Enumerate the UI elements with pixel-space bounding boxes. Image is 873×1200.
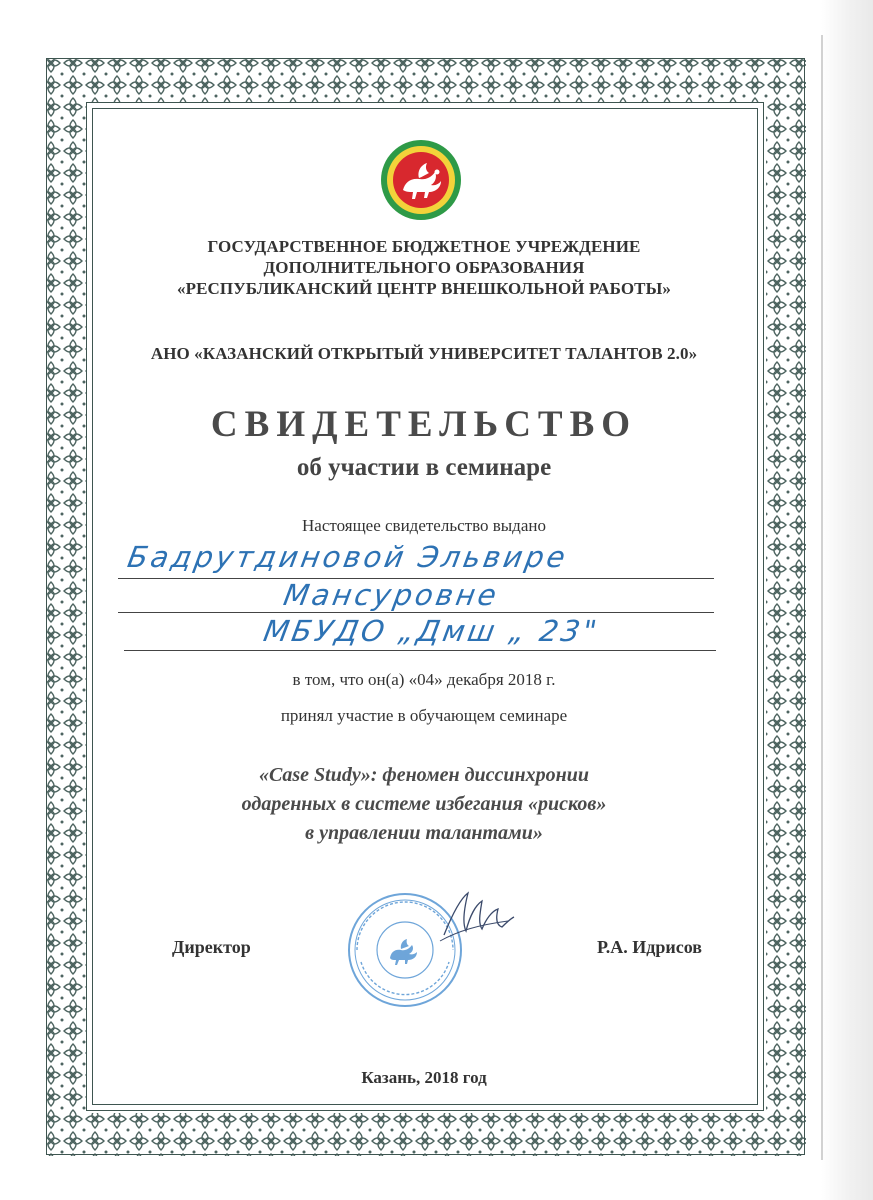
recipient-name-line-1: Бадрутдиновой Эльвире	[125, 540, 571, 574]
tatarstan-emblem-icon	[379, 138, 463, 222]
scan-edge	[821, 0, 873, 1200]
partner-organization: АНО «КАЗАНСКИЙ ОТКРЫТЫЙ УНИВЕРСИТЕТ ТАЛАНТОВ 2.0»	[150, 344, 698, 363]
fill-line-2	[118, 612, 714, 613]
signature-icon	[438, 885, 518, 945]
organization-line-1: ГОСУДАРСТВЕННОЕ БЮДЖЕТНОЕ УЧРЕЖДЕНИЕ	[207, 237, 641, 256]
recipient-institution: МБУДО „Дмш „ 23"	[261, 614, 603, 648]
date-line: в том, что он(а) «04» декабря 2018 г.	[292, 670, 556, 689]
place-and-year: Казань, 2018 год	[361, 1068, 487, 1087]
issued-to-label: Настоящее свидетельство выдано	[302, 516, 546, 535]
seminar-theme-line-3: в управлении талантами»	[305, 822, 543, 844]
director-name: Р.А. Идрисов	[597, 937, 702, 957]
fill-line-3	[124, 650, 716, 651]
certificate-subtitle: об участии в семинаре	[296, 454, 552, 481]
director-label: Директор	[172, 937, 251, 957]
scan-line	[821, 35, 823, 1160]
participation-line: принял участие в обучающем семинаре	[280, 706, 568, 725]
seminar-theme-line-2: одаренных в системе избегания «рисков»	[241, 793, 607, 815]
certificate-title: СВИДЕТЕЛЬСТВО	[210, 404, 638, 445]
organization-line-3: «РЕСПУБЛИКАНСКИЙ ЦЕНТР ВНЕШКОЛЬНОЙ РАБОТЫ»	[176, 279, 672, 298]
certificate-content	[94, 110, 754, 1100]
organization-line-2: ДОПОЛНИТЕЛЬНОГО ОБРАЗОВАНИЯ	[263, 258, 585, 277]
seminar-theme-line-1: «Case Study»: феномен диссинхронии	[259, 764, 589, 786]
recipient-name-line-2: Мансуровне	[281, 578, 502, 612]
